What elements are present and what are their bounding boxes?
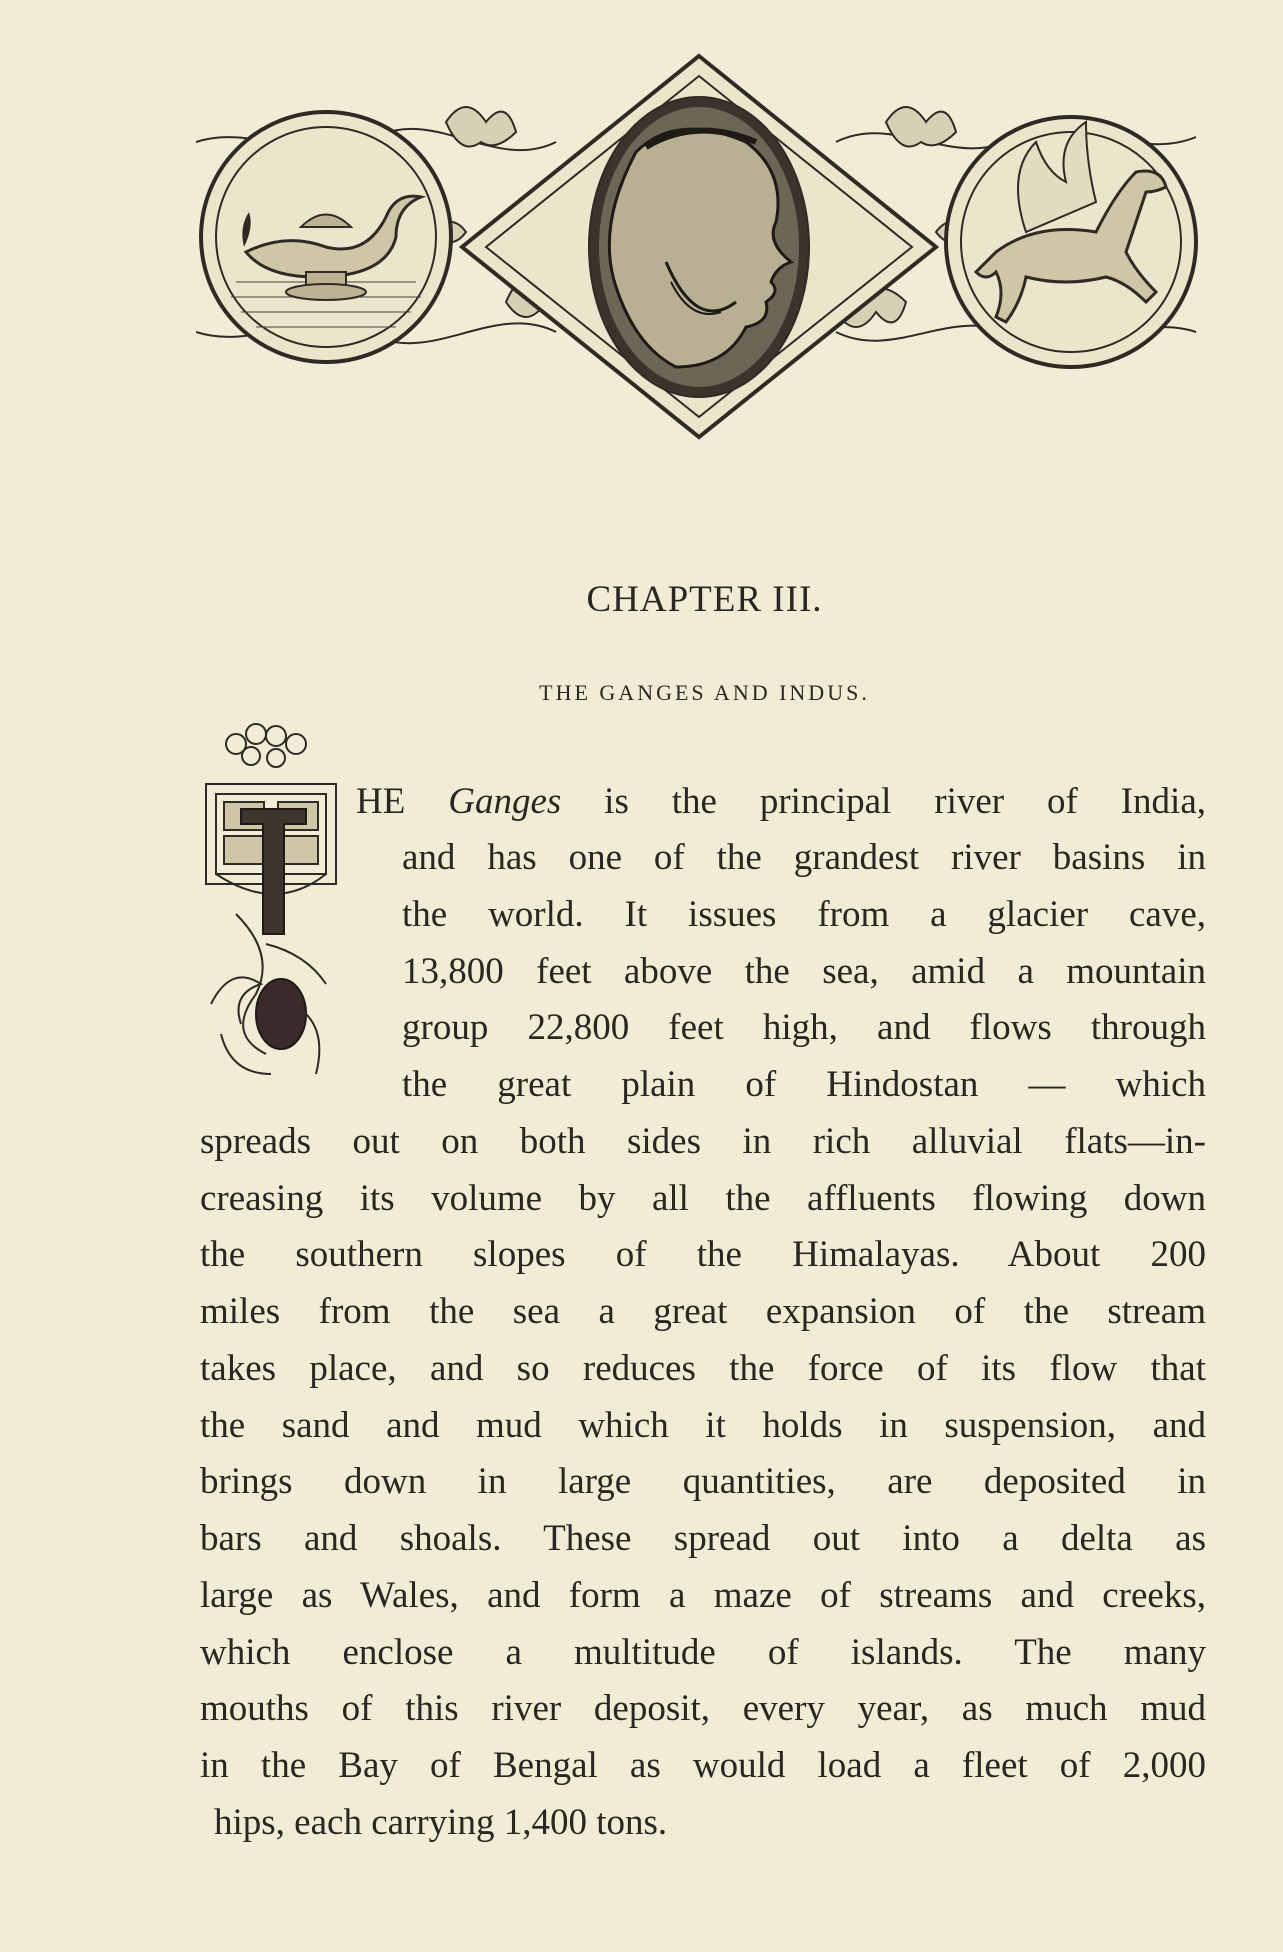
dropcap-letter: T — [196, 714, 197, 715]
text-line-19: hips, each carrying 1,400 tons. — [214, 1802, 668, 1843]
laureate-head-medallion — [462, 56, 936, 437]
text-line-13: brings down in large quantities, are deposited in — [200, 1461, 1206, 1502]
text-line-14: bars and shoals. These spread out into a delta as — [200, 1518, 1206, 1559]
text-line-7: spreads out on both sides in rich alluvial flats—in- — [200, 1121, 1206, 1162]
text-line-3: the world. It issues from a glacier cave, — [402, 894, 1206, 935]
text-line-1: HE Ganges is the principal river of India, — [356, 781, 1207, 822]
text-line-5: group 22,800 feet high, and flows through — [402, 1007, 1206, 1048]
text-line-9: the southern slopes of the Himalayas. About 200 — [200, 1234, 1206, 1275]
oil-lamp-medallion — [201, 112, 451, 362]
text-line-10: miles from the sea a great expansion of the stream — [200, 1291, 1206, 1332]
headpiece-ornament — [196, 52, 1202, 442]
text-line-16: which enclose a multitude of islands. The many — [200, 1632, 1206, 1673]
text-line-17: mouths of this river deposit, every year, as much mud — [200, 1688, 1206, 1729]
chapter-subtitle: THE GANGES AND INDUS. — [539, 680, 870, 705]
text-line-18: in the Bay of Bengal as would load a fleet of 2,000 — [200, 1745, 1206, 1786]
text-line-11: takes place, and so reduces the force of its flow that — [200, 1348, 1206, 1389]
text-line-12: the sand and mud which it holds in suspension, and — [200, 1405, 1206, 1446]
dropcap-ornament — [196, 714, 366, 1094]
text-line-2: and has one of the grandest river basins in — [402, 837, 1206, 878]
pegasus-medallion — [946, 117, 1196, 367]
text-line-8: creasing its volume by all the affluents flowing down — [200, 1178, 1206, 1219]
text-line-6: the great plain of Hindostan — which — [402, 1064, 1206, 1105]
chapter-title: CHAPTER III. — [586, 579, 823, 620]
text-line-15: large as Wales, and form a maze of streams and creeks, — [200, 1575, 1206, 1616]
text-line-4: 13,800 feet above the sea, amid a mountain — [402, 951, 1206, 992]
